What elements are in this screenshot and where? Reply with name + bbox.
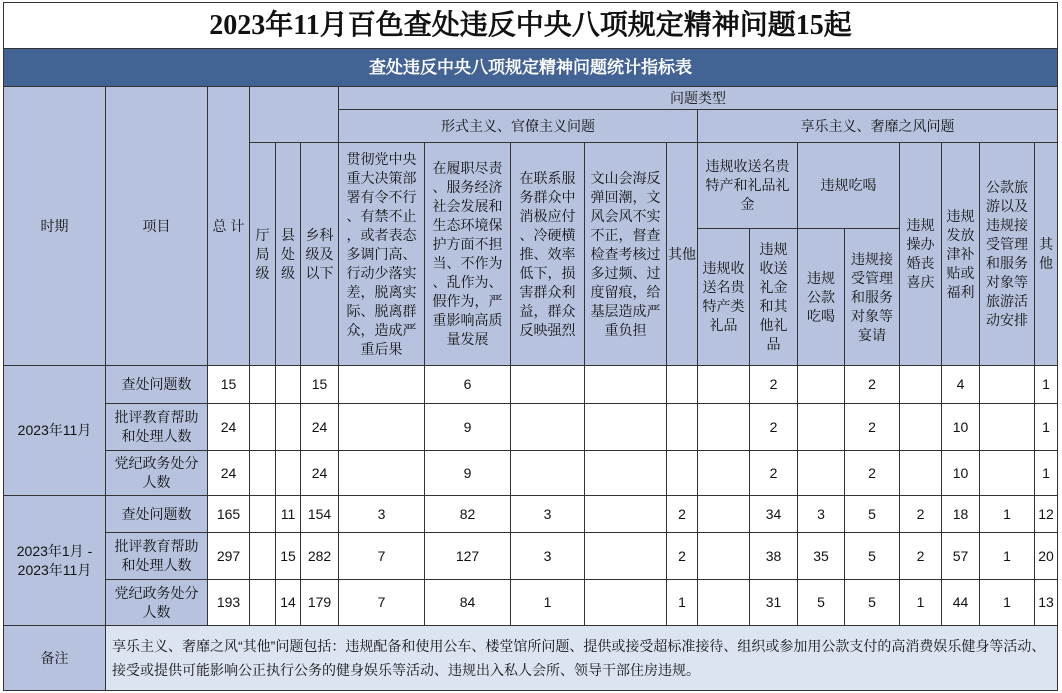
page-title: 2023年11月百色查处违反中央八项规定精神问题15起	[4, 3, 1058, 49]
value-cell: 7	[339, 533, 425, 580]
value-cell: 282	[301, 533, 339, 580]
item-cell: 查处问题数	[106, 366, 208, 404]
header-problem-type: 问题类型	[339, 87, 1058, 110]
value-cell: 2	[667, 496, 698, 533]
value-cell: 24	[301, 404, 339, 451]
header-level-spacer	[250, 87, 339, 143]
item-cell: 批评教育帮助和处理人数	[106, 404, 208, 451]
value-cell: 165	[208, 496, 250, 533]
value-cell: 2	[845, 451, 900, 496]
value-cell: 35	[798, 533, 845, 580]
value-cell: 1	[667, 580, 698, 626]
note-text: 享乐主义、奢靡之风“其他”问题包括：违规配备和使用公车、楼堂馆所问题、提供或接受超标准接待、组织或参加用公款支付的高消费娱乐健身等活动、接受或提供可能影响公正执行公务的健身娱乐等活动、违规出入私人会所、领导干部住房违规。	[106, 626, 1058, 691]
value-cell	[250, 496, 276, 533]
value-cell: 3	[798, 496, 845, 533]
value-cell	[900, 451, 942, 496]
value-cell: 2	[845, 404, 900, 451]
header-formalism-other: 其他	[667, 143, 698, 366]
header-level-bureau: 厅局级	[250, 143, 276, 366]
value-cell: 127	[425, 533, 511, 580]
value-cell: 10	[942, 451, 980, 496]
value-cell: 20	[1035, 533, 1058, 580]
period-cell: 2023年11月	[4, 366, 106, 496]
value-cell	[585, 580, 667, 626]
value-cell	[511, 451, 585, 496]
value-cell	[511, 404, 585, 451]
value-cell: 11	[276, 496, 301, 533]
value-cell: 5	[798, 580, 845, 626]
value-cell: 2	[900, 496, 942, 533]
header-total: 总 计	[208, 87, 250, 366]
value-cell: 1	[511, 580, 585, 626]
header-allowances: 违规发放津补贴或福利	[942, 143, 980, 366]
header-dining-group: 违规吃喝	[798, 143, 900, 229]
value-cell: 2	[750, 451, 798, 496]
value-cell: 2	[750, 366, 798, 404]
value-cell: 24	[208, 451, 250, 496]
value-cell: 3	[511, 496, 585, 533]
item-cell: 查处问题数	[106, 496, 208, 533]
value-cell: 7	[339, 580, 425, 626]
value-cell: 1	[900, 580, 942, 626]
value-cell: 14	[276, 580, 301, 626]
value-cell	[585, 496, 667, 533]
value-cell	[585, 533, 667, 580]
value-cell	[667, 404, 698, 451]
value-cell	[250, 366, 276, 404]
item-cell: 党纪政务处分人数	[106, 451, 208, 496]
value-cell: 1	[1035, 451, 1058, 496]
value-cell: 1	[980, 533, 1035, 580]
value-cell	[698, 366, 750, 404]
header-travel: 公款旅游以及违规接受管理和服务对象等旅游活动安排	[980, 143, 1035, 366]
value-cell: 2	[667, 533, 698, 580]
value-cell	[698, 451, 750, 496]
header-gifts-specialty: 违规收送名贵特产类礼品	[698, 229, 750, 366]
value-cell	[900, 366, 942, 404]
value-cell	[798, 366, 845, 404]
header-formalism-decisions: 贯彻党中央重大决策部署有令不行、有禁不止，或者表态多调门高、行动少落实差，脱离实际、脱离群众，造成严重后果	[339, 143, 425, 366]
value-cell: 18	[942, 496, 980, 533]
value-cell: 5	[845, 533, 900, 580]
header-hedonism-other: 其他	[1035, 143, 1058, 366]
value-cell	[798, 451, 845, 496]
value-cell	[980, 404, 1035, 451]
value-cell: 15	[301, 366, 339, 404]
value-cell	[585, 404, 667, 451]
header-period: 时期	[4, 87, 106, 366]
value-cell	[339, 451, 425, 496]
value-cell: 12	[1035, 496, 1058, 533]
value-cell: 9	[425, 451, 511, 496]
value-cell: 6	[425, 366, 511, 404]
value-cell: 1	[980, 496, 1035, 533]
value-cell: 193	[208, 580, 250, 626]
value-cell: 31	[750, 580, 798, 626]
value-cell: 82	[425, 496, 511, 533]
header-dining-public-funds: 违规公款吃喝	[798, 229, 845, 366]
value-cell	[900, 404, 942, 451]
value-cell	[511, 366, 585, 404]
value-cell: 2	[845, 366, 900, 404]
value-cell	[276, 451, 301, 496]
value-cell: 34	[750, 496, 798, 533]
value-cell: 2	[900, 533, 942, 580]
value-cell: 297	[208, 533, 250, 580]
value-cell: 3	[339, 496, 425, 533]
value-cell: 3	[511, 533, 585, 580]
value-cell: 1	[980, 580, 1035, 626]
header-weddings-funerals: 违规操办婚丧喜庆	[900, 143, 942, 366]
value-cell	[339, 404, 425, 451]
header-formalism-service: 在联系服务群众中消极应付、冷硬横推、效率低下，损害群众利益，群众反映强烈	[511, 143, 585, 366]
value-cell: 179	[301, 580, 339, 626]
value-cell: 10	[942, 404, 980, 451]
value-cell	[698, 533, 750, 580]
value-cell: 154	[301, 496, 339, 533]
value-cell: 5	[845, 496, 900, 533]
header-level-county: 县处级	[276, 143, 301, 366]
value-cell	[667, 451, 698, 496]
header-formalism-duty: 在履职尽责、服务经济社会发展和生态环境保护方面不担当、不作为、乱作为、假作为，严重影响高质量发展	[425, 143, 511, 366]
value-cell	[339, 366, 425, 404]
value-cell	[980, 451, 1035, 496]
value-cell: 24	[208, 404, 250, 451]
value-cell: 57	[942, 533, 980, 580]
value-cell: 1	[1035, 366, 1058, 404]
statistics-table	[3, 2, 1058, 691]
value-cell: 2	[750, 404, 798, 451]
note-label: 备注	[4, 626, 106, 691]
value-cell: 9	[425, 404, 511, 451]
value-cell	[698, 404, 750, 451]
value-cell: 44	[942, 580, 980, 626]
value-cell: 5	[845, 580, 900, 626]
header-dining-banquets: 违规接受管理和服务对象等宴请	[845, 229, 900, 366]
value-cell	[585, 366, 667, 404]
value-cell: 4	[942, 366, 980, 404]
value-cell	[276, 366, 301, 404]
value-cell: 15	[276, 533, 301, 580]
value-cell	[698, 580, 750, 626]
item-cell: 批评教育帮助和处理人数	[106, 533, 208, 580]
value-cell: 1	[1035, 404, 1058, 451]
value-cell: 84	[425, 580, 511, 626]
header-hedonism-group: 享乐主义、奢靡之风问题	[698, 110, 1058, 143]
value-cell	[667, 366, 698, 404]
period-cell: 2023年1月 - 2023年11月	[4, 496, 106, 626]
item-cell: 党纪政务处分人数	[106, 580, 208, 626]
header-item: 项目	[106, 87, 208, 366]
value-cell	[698, 496, 750, 533]
value-cell: 38	[750, 533, 798, 580]
value-cell	[585, 451, 667, 496]
value-cell	[250, 533, 276, 580]
value-cell: 15	[208, 366, 250, 404]
value-cell	[250, 404, 276, 451]
value-cell: 24	[301, 451, 339, 496]
value-cell	[980, 366, 1035, 404]
value-cell	[250, 580, 276, 626]
table-caption: 查处违反中央八项规定精神问题统计指标表	[4, 49, 1058, 87]
value-cell	[276, 404, 301, 451]
header-formalism-meetings: 文山会海反弹回潮，文风会风不实不正，督查检查考核过多过频、过度留痕，给基层造成严重负担	[585, 143, 667, 366]
header-formalism-group: 形式主义、官僚主义问题	[339, 110, 698, 143]
header-gifts-cash: 违规收送礼金和其他礼品	[750, 229, 798, 366]
value-cell: 13	[1035, 580, 1058, 626]
header-gifts-group: 违规收送名贵特产和礼品礼金	[698, 143, 798, 229]
value-cell	[250, 451, 276, 496]
header-level-township: 乡科级及以下	[301, 143, 339, 366]
value-cell	[798, 404, 845, 451]
